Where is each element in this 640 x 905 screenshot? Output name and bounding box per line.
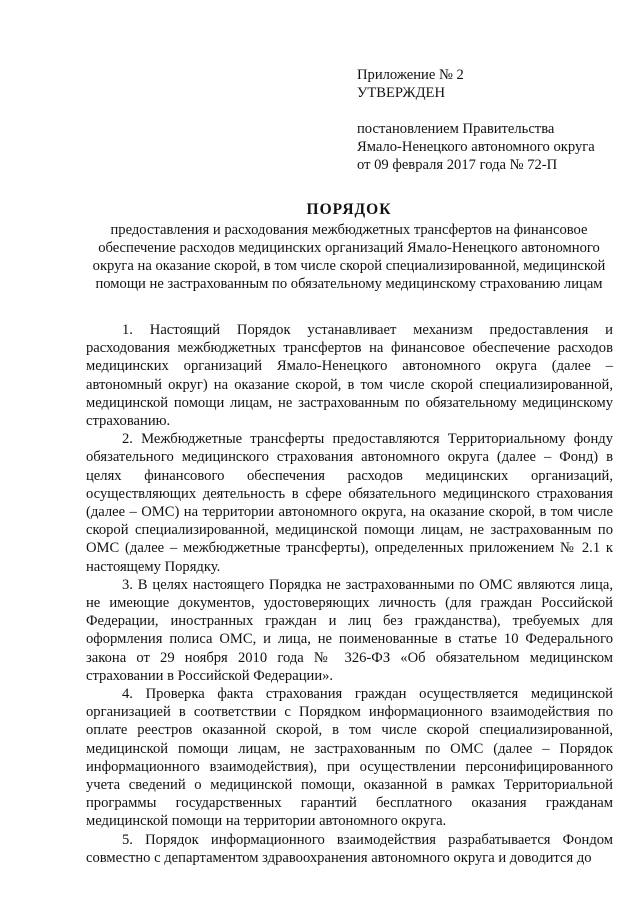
- document-title: ПОРЯДОК: [306, 201, 392, 218]
- approved-label: УТВЕРЖДЕН: [357, 85, 445, 101]
- paragraph-1: 1. Настоящий Порядок устанавливает механизм предоставления и расходования межбюджетных трансфертов на финансовое обеспечение расходов медицинских организаций Ямало-Ненецкого автономного округа (далее – автономный округ) на оказание скорой, в том числе скорой специализированной, медицинской помощи лицам, не застрахованным по обязательному медицинскому страхованию.: [86, 322, 613, 430]
- paragraph-5: 5. Порядок информационного взаимодействия разрабатывается Фондом совместно с департаментом здравоохранения автономного округа и доводится до: [86, 831, 613, 866]
- approval-authority: постановлением Правительства: [357, 121, 555, 137]
- appendix-number: Приложение № 2: [357, 67, 464, 83]
- document-heading: [86, 201, 612, 293]
- approval-stamp: [357, 66, 627, 174]
- paragraph-2: 2. Межбюджетные трансферты предоставляются Территориальному фонду обязательного медицинского страхования автономного округа (далее – Фонд) в целях финансового обеспечения расходов медицинских организаций, осуществляющих деятельность в сфере обязательного медицинского страхования (далее – ОМС) на территории автономного округа, на оказание скорой, в том числе скорой специализированной, медицинской помощи лицам, не застрахованным по ОМС (далее – межбюджетные трансферты), определенных приложением № 2.1 к настоящему Порядку.: [86, 431, 613, 575]
- paragraph-3: 3. В целях настоящего Порядка не застрахованными по ОМС являются лица, не имеющие документов, удостоверяющих личность (для граждан Российской Федерации, иностранных граждан и лиц без гражданства), требуемых для оформления полиса ОМС, и лица, не поименованные в статье 10 Федерального закона от 29 ноября 2010 года № 326-ФЗ «Об обязательном медицинском страховании в Российской Федерации».: [86, 576, 613, 684]
- document-subtitle: предоставления и расходования межбюджетных трансфертов на финансовое обеспечение расходов медицинских организаций Ямало-Ненецкого автономного округа на оказание скорой, в том числе скорой специализированной, медицинской помощи не застрахованным по обязательному медицинскому страхованию лицам: [92, 222, 606, 292]
- approval-spacer: [357, 102, 627, 120]
- approval-date-number: от 09 февраля 2017 года № 72-П: [357, 157, 558, 173]
- approval-region: Ямало-Ненецкого автономного округа: [357, 139, 595, 155]
- document-body: [86, 321, 613, 867]
- paragraph-4: 4. Проверка факта страхования граждан осуществляется медицинской организацией в соответствии с Порядком информационного взаимодействия по оплате реестров оказанной скорой, в том числе скорой специализированной, медицинской помощи лицам, не застрахованным по ОМС (далее – Порядок информационного взаимодействия), при осуществлении персонифицированного учета сведений о медицинской помощи, оказанной в рамках Территориальной программы государственных гарантий бесплатного оказания гражданам медицинской помощи на территории автономного округа.: [86, 686, 613, 830]
